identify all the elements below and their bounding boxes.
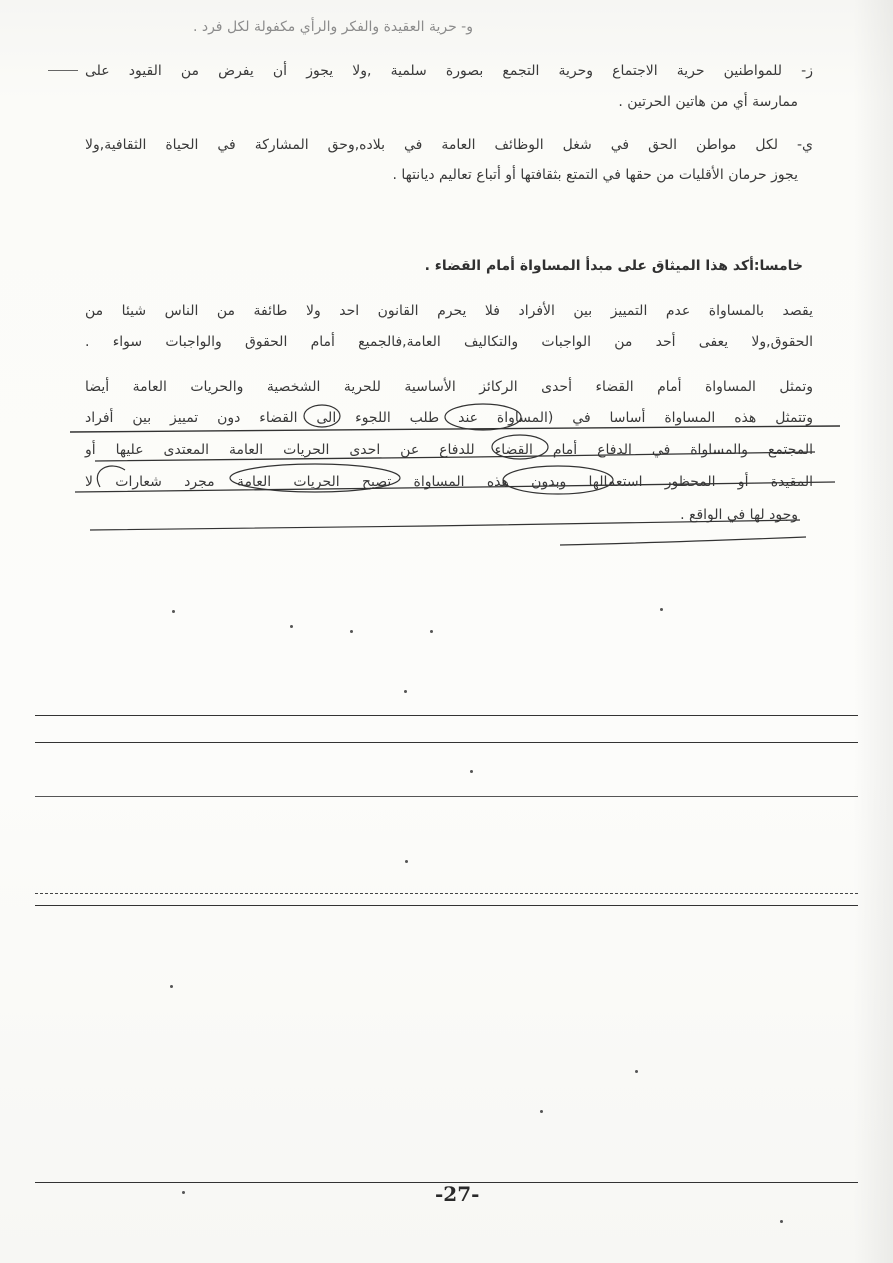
line-assembly-2: ممارسة أي من هاتين الحرتين . <box>618 94 798 110</box>
divider-rule-2 <box>35 742 858 743</box>
scan-speck <box>780 1220 783 1223</box>
paragraph-court-4: المقيدة أو المحظور استعمالها وبدون هذه المساواة تصبح الحريات العامة مجرد شعارات لا <box>85 474 813 490</box>
paragraph-court-2: وتتمثل هذه المساواة أساسا في (المساواة عند طلب اللجوء الى القضاء دون تمييز بين أفراد <box>85 410 813 426</box>
paragraph-court-5: وجود لها في الواقع . <box>680 507 798 523</box>
scan-speck <box>182 1191 185 1194</box>
underline-stroke-5 <box>560 537 806 545</box>
section-heading-fifth: خامسا:أكد هذا الميثاق على مبدأ المساواة أمام القضاء . <box>424 258 803 274</box>
scan-speck <box>404 690 407 693</box>
line-public-office-2: يجوز حرمان الأقليات من حقها في التمتع بثقافتها أو أتباع تعاليم ديانتها . <box>392 167 798 183</box>
scan-speck <box>635 1070 638 1073</box>
divider-rule-1 <box>35 715 858 716</box>
line-freedom-belief: و- حرية العقيدة والفكر والرأي مكفولة لكل فرد . <box>192 19 473 35</box>
scan-speck <box>350 630 353 633</box>
scan-speck <box>172 610 175 613</box>
paragraph-equality-1: يقصد بالمساواة عدم التمييز بين الأفراد فلا يحرم القانون احد ولا طائفة من الناس شيئا من <box>85 303 813 319</box>
divider-rule-4 <box>35 893 858 894</box>
paragraph-court-3: المجتمع والمساواة في الدفاع أمام القضاء للدفاع عن احدى الحريات العامة المعتدى عليها أو <box>85 442 813 458</box>
scan-speck <box>170 985 173 988</box>
scan-speck <box>405 860 408 863</box>
line-assembly-1: ز- للمواطنين حرية الاجتماع وحرية التجمع بصورة سلمية ,ولا يجوز أن يفرض من القيود على <box>85 63 813 79</box>
scan-shadow <box>853 0 893 1263</box>
scan-speck <box>470 770 473 773</box>
scan-speck <box>290 625 293 628</box>
paragraph-court-1: وتمثل المساواة أمام القضاء أحدى الركائز الأساسية للحرية الشخصية والحريات العامة أيضا <box>85 379 813 395</box>
divider-rule-3 <box>35 796 858 797</box>
line-public-office-1: ي- لكل مواطن الحق في شغل الوظائف العامة في بلاده,وحق المشاركة في الحياة الثقافية,ولا <box>85 137 813 153</box>
divider-rule-5 <box>35 905 858 906</box>
scan-speck <box>660 608 663 611</box>
scan-speck <box>540 1110 543 1113</box>
page-number: -27- <box>435 1182 480 1206</box>
scan-speck <box>430 630 433 633</box>
margin-dash <box>48 70 78 71</box>
paragraph-equality-2: الحقوق,ولا يعفى أحد من الواجبات والتكاليف العامة,فالجميع أمام الحقوق والواجبات سواء . <box>85 334 813 350</box>
